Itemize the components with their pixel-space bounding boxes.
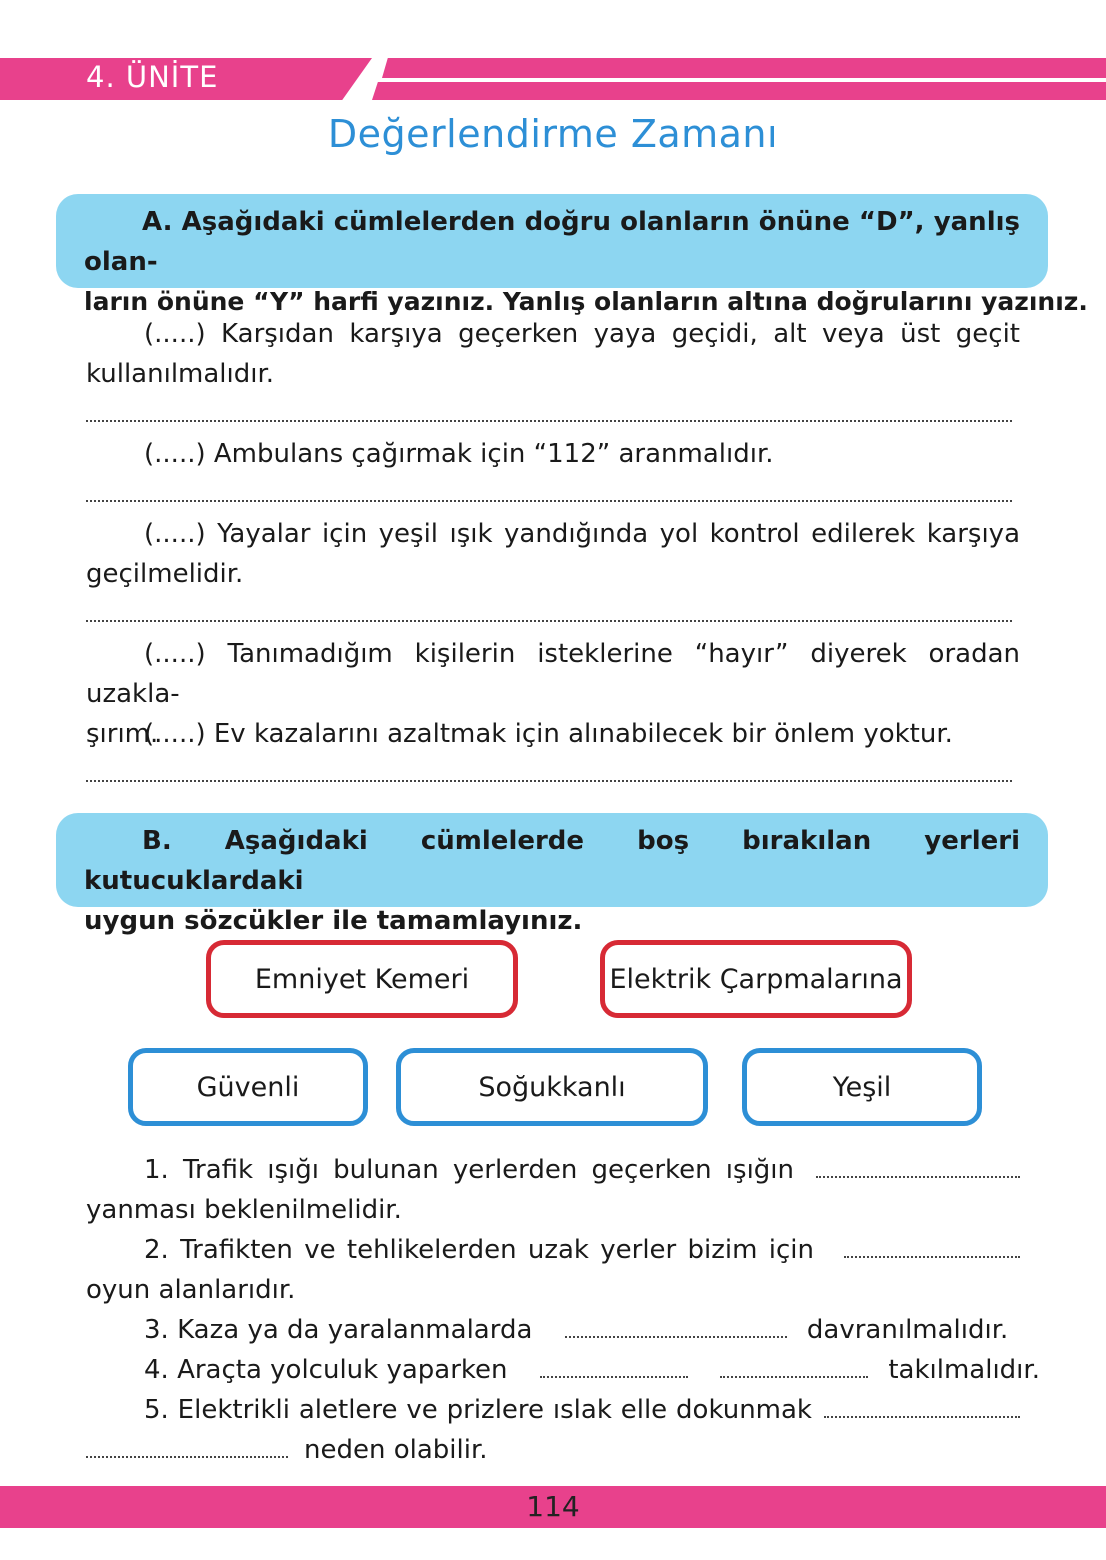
unit-label: 4. ÜNİTE bbox=[86, 60, 219, 94]
fill-sentence-2-part1: 2. Trafikten ve tehlikelerden uzak yerler bizim için bbox=[144, 1235, 814, 1265]
tf-item-1-line1: (.....) Karşıdan karşıya geçerken yaya geçidi, alt veya üst geçit bbox=[144, 319, 1020, 349]
blank-5b[interactable] bbox=[86, 1434, 288, 1458]
instruction-b bbox=[56, 813, 1048, 936]
page-title: Değerlendirme Zamanı bbox=[327, 112, 779, 156]
fill-sentence-3 bbox=[86, 1310, 1020, 1350]
fill-sentence-2 bbox=[86, 1230, 1020, 1310]
word-box-guvenli: Güvenli bbox=[128, 1048, 368, 1126]
answer-line-1[interactable] bbox=[86, 420, 1012, 422]
instruction-a-line2: ların önüne “Y” harfi yazınız. Yanlış olanların altına doğrularını yazınız. bbox=[84, 287, 1088, 316]
fill-sentence-4-part2: takılmalıdır. bbox=[888, 1355, 1040, 1385]
instruction-a bbox=[56, 194, 1088, 316]
tf-item-5-line1: (.....) Ev kazalarını azaltmak için alınabilecek bir önlem yoktur. bbox=[144, 719, 953, 749]
tf-item-4-line2: şırım. bbox=[86, 719, 159, 749]
page-footer bbox=[0, 1486, 1106, 1528]
fill-sentence-5-part1: 5. Elektrikli aletlere ve prizlere ıslak elle dokunmak bbox=[144, 1395, 812, 1425]
fill-sentence-5-part2: neden olabilir. bbox=[304, 1435, 488, 1465]
fill-sentence-2-part2: oyun alanlarıdır. bbox=[86, 1275, 296, 1305]
page-number: 114 bbox=[526, 1490, 580, 1523]
tf-item-3-line2: geçilmelidir. bbox=[86, 559, 244, 589]
fill-sentence-5 bbox=[86, 1390, 1020, 1470]
tf-item-1-line2: kullanılmalıdır. bbox=[86, 359, 275, 389]
fill-sentence-4-part1: 4. Araçta yolculuk yaparken bbox=[144, 1355, 508, 1385]
blank-1[interactable] bbox=[816, 1154, 1020, 1178]
blank-4a[interactable] bbox=[540, 1354, 688, 1378]
tf-item-4-line1: (.....) Tanımadığım kişilerin isteklerine “hayır” diyerek oradan uzakla- bbox=[86, 639, 1020, 709]
header-stripe-top bbox=[382, 58, 1106, 78]
instruction-b-line1: B. Aşağıdaki cümlelerde boş bırakılan yerleri kutucuklardaki bbox=[84, 826, 1020, 896]
tf-item-1 bbox=[86, 314, 1020, 394]
tf-item-3 bbox=[86, 514, 1020, 594]
tf-item-5 bbox=[86, 714, 1020, 754]
instruction-a-line1: A. Aşağıdaki cümlelerden doğru olanların önüne “D”, yanlış olan- bbox=[84, 207, 1020, 277]
answer-line-3[interactable] bbox=[86, 620, 1012, 622]
fill-sentence-3-part2: davranılmalıdır. bbox=[806, 1315, 1009, 1345]
instruction-b-line2: uygun sözcükler ile tamamlayınız. bbox=[84, 906, 583, 936]
header-stripe-bottom bbox=[372, 82, 1106, 100]
fill-sentence-3-part1: 3. Kaza ya da yaralanmalarda bbox=[144, 1315, 533, 1345]
tf-item-3-line1: (.....) Yayalar için yeşil ışık yandığında yol kontrol edilerek karşıya bbox=[144, 519, 1020, 549]
fill-sentence-1-part1: 1. Trafik ışığı bulunan yerlerden geçerken ışığın bbox=[144, 1155, 794, 1185]
blank-2[interactable] bbox=[844, 1234, 1020, 1258]
fill-sentence-4 bbox=[86, 1350, 1040, 1390]
answer-line-2[interactable] bbox=[86, 500, 1012, 502]
fill-sentence-1-part2: yanması beklenilmelidir. bbox=[86, 1195, 402, 1225]
word-box-emniyet-kemeri: Emniyet Kemeri bbox=[206, 940, 518, 1018]
blank-4b[interactable] bbox=[720, 1354, 868, 1378]
fill-sentence-1 bbox=[86, 1150, 1020, 1230]
word-box-yesil: Yeşil bbox=[742, 1048, 982, 1126]
header-stripes bbox=[372, 58, 1106, 100]
tf-item-2 bbox=[86, 434, 1020, 474]
tf-item-2-line1: (.....) Ambulans çağırmak için “112” aranmalıdır. bbox=[144, 439, 774, 469]
blank-3[interactable] bbox=[565, 1314, 787, 1338]
word-box-sogukkanli: Soğukkanlı bbox=[396, 1048, 708, 1126]
answer-line-5[interactable] bbox=[86, 780, 1012, 782]
blank-5a[interactable] bbox=[824, 1394, 1020, 1418]
word-box-elektrik-carpmalarina: Elektrik Çarpmalarına bbox=[600, 940, 912, 1018]
